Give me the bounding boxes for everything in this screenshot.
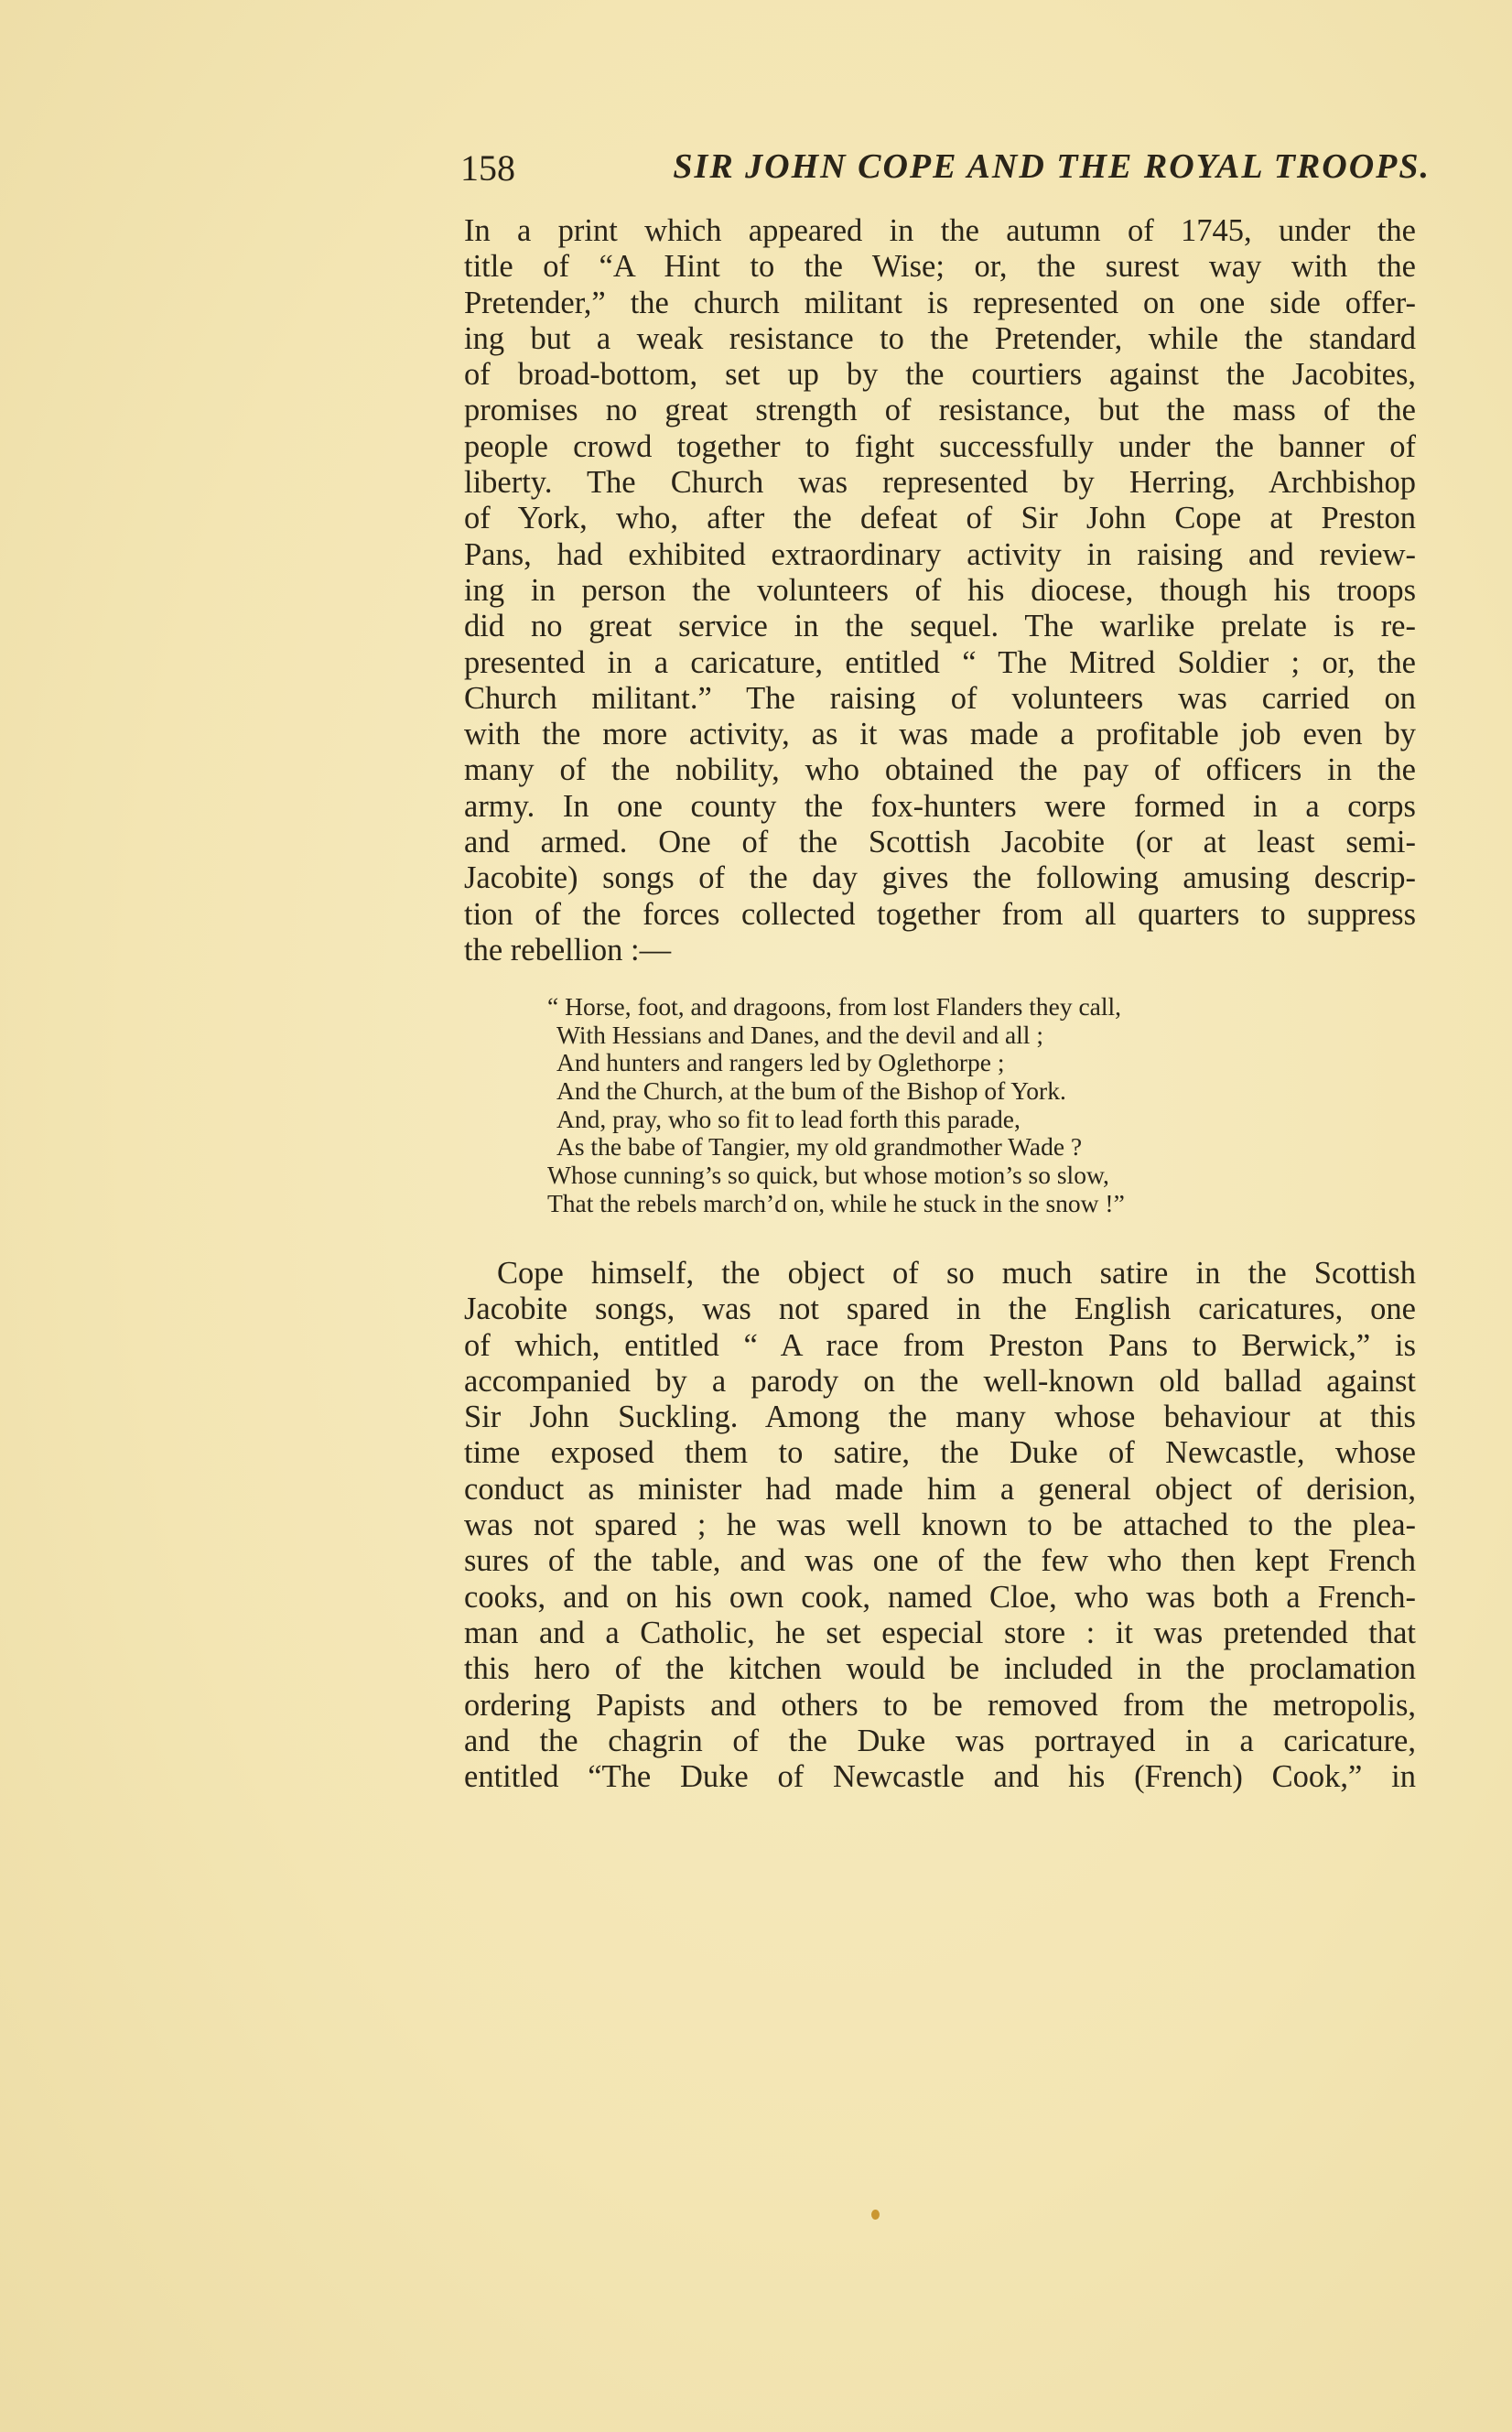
text-line: Pretender,” the church militant is represented on one side offer- bbox=[464, 285, 1416, 320]
text-line: conduct as minister had made him a general object of derision, bbox=[464, 1471, 1416, 1507]
text-line: Church militant.” The raising of volunteers was carried on bbox=[464, 680, 1416, 716]
verse-line: With Hessians and Danes, and the devil and all ; bbox=[556, 1020, 1043, 1049]
text-line: In a print which appeared in the autumn of 1745, under the bbox=[464, 213, 1416, 248]
verse-line: And hunters and rangers led by Oglethorpe ; bbox=[556, 1048, 1005, 1077]
text-line: man and a Catholic, he set especial store : it was pretended that bbox=[464, 1615, 1416, 1650]
text-line: sures of the table, and was one of the few who then kept French bbox=[464, 1543, 1416, 1579]
text-line: of broad-bottom, set up by the courtiers against the Jacobites, bbox=[464, 357, 1416, 393]
text-line: was not spared ; he was well known to be attached to the plea- bbox=[464, 1508, 1416, 1543]
text-line: accompanied by a parody on the well-known old ballad against bbox=[464, 1363, 1416, 1399]
text-line: ing in person the volunteers of his diocese, though his troops bbox=[464, 572, 1416, 608]
text-line: with the more activity, as it was made a profitable job even by bbox=[464, 717, 1416, 752]
verse-quotation bbox=[547, 993, 1298, 1218]
verse-line: Whose cunning’s so quick, but whose motion’s so slow, bbox=[547, 1161, 1109, 1190]
text-line: ing but a weak resistance to the Pretender, while the standard bbox=[464, 320, 1416, 356]
text-line: of which, entitled “ A race from Preston Pans to Berwick,” is bbox=[464, 1327, 1416, 1363]
text-line: ordering Papists and others to be removed from the metropolis, bbox=[464, 1687, 1416, 1723]
text-line: people crowd together to fight successfully under the banner of bbox=[464, 428, 1416, 464]
text-line: time exposed them to satire, the Duke of Newcastle, whose bbox=[464, 1435, 1416, 1471]
text-line: this hero of the kitchen would be included in the proclamation bbox=[464, 1651, 1416, 1687]
text-line: did no great service in the sequel. The warlike prelate is re- bbox=[464, 609, 1416, 644]
text-line: the rebellion :— bbox=[464, 932, 672, 967]
text-line: Pans, had exhibited extraordinary activity in raising and review- bbox=[464, 536, 1416, 572]
verse-line: And the Church, at the bum of the Bishop of York. bbox=[556, 1076, 1066, 1106]
paragraph-2 bbox=[464, 1256, 1416, 1795]
text-line: Cope himself, the object of so much satire in the Scottish bbox=[497, 1256, 1416, 1291]
verse-line: “ Horse, foot, and dragoons, from lost Flanders they call, bbox=[547, 992, 1122, 1021]
running-head bbox=[460, 146, 1431, 192]
text-line: Sir John Suckling. Among the many whose behaviour at this bbox=[464, 1400, 1416, 1435]
text-line: army. In one county the fox-hunters were formed in a corps bbox=[464, 788, 1416, 824]
text-line: presented in a caricature, entitled “ The Mitred Soldier ; or, the bbox=[464, 644, 1416, 680]
verse-line: That the rebels march’d on, while he stuck in the snow !” bbox=[547, 1188, 1125, 1217]
running-title: SIR JOHN COPE AND THE ROYAL TROOPS. bbox=[673, 147, 1431, 186]
text-line: entitled “The Duke of Newcastle and his (French) Cook,” in bbox=[464, 1759, 1416, 1795]
text-line: liberty. The Church was represented by Herring, Archbishop bbox=[464, 465, 1416, 501]
text-line: Jacobite) songs of the day gives the following amusing descrip- bbox=[464, 860, 1416, 896]
paragraph-1 bbox=[464, 213, 1416, 968]
text-line: promises no great strength of resistance, but the mass of the bbox=[464, 393, 1416, 428]
text-line: cooks, and on his own cook, named Cloe, who was both a French- bbox=[464, 1579, 1416, 1615]
text-line: tion of the forces collected together from all quarters to suppress bbox=[464, 896, 1416, 932]
text-line: title of “A Hint to the Wise; or, the surest way with the bbox=[464, 249, 1416, 285]
text-line: many of the nobility, who obtained the pay of officers in the bbox=[464, 752, 1416, 788]
text-line: of York, who, after the defeat of Sir John Cope at Preston bbox=[464, 501, 1416, 536]
verse-line: As the babe of Tangier, my old grandmother Wade ? bbox=[556, 1132, 1083, 1162]
text-line: and the chagrin of the Duke was portrayed in a caricature, bbox=[464, 1723, 1416, 1758]
text-line: and armed. One of the Scottish Jacobite (or at least semi- bbox=[464, 825, 1416, 860]
text-line: Jacobite songs, was not spared in the English caricatures, one bbox=[464, 1292, 1416, 1327]
page-number: 158 bbox=[460, 147, 515, 189]
ink-speck bbox=[871, 2210, 880, 2220]
verse-line: And, pray, who so fit to lead forth this parade, bbox=[556, 1104, 1021, 1133]
